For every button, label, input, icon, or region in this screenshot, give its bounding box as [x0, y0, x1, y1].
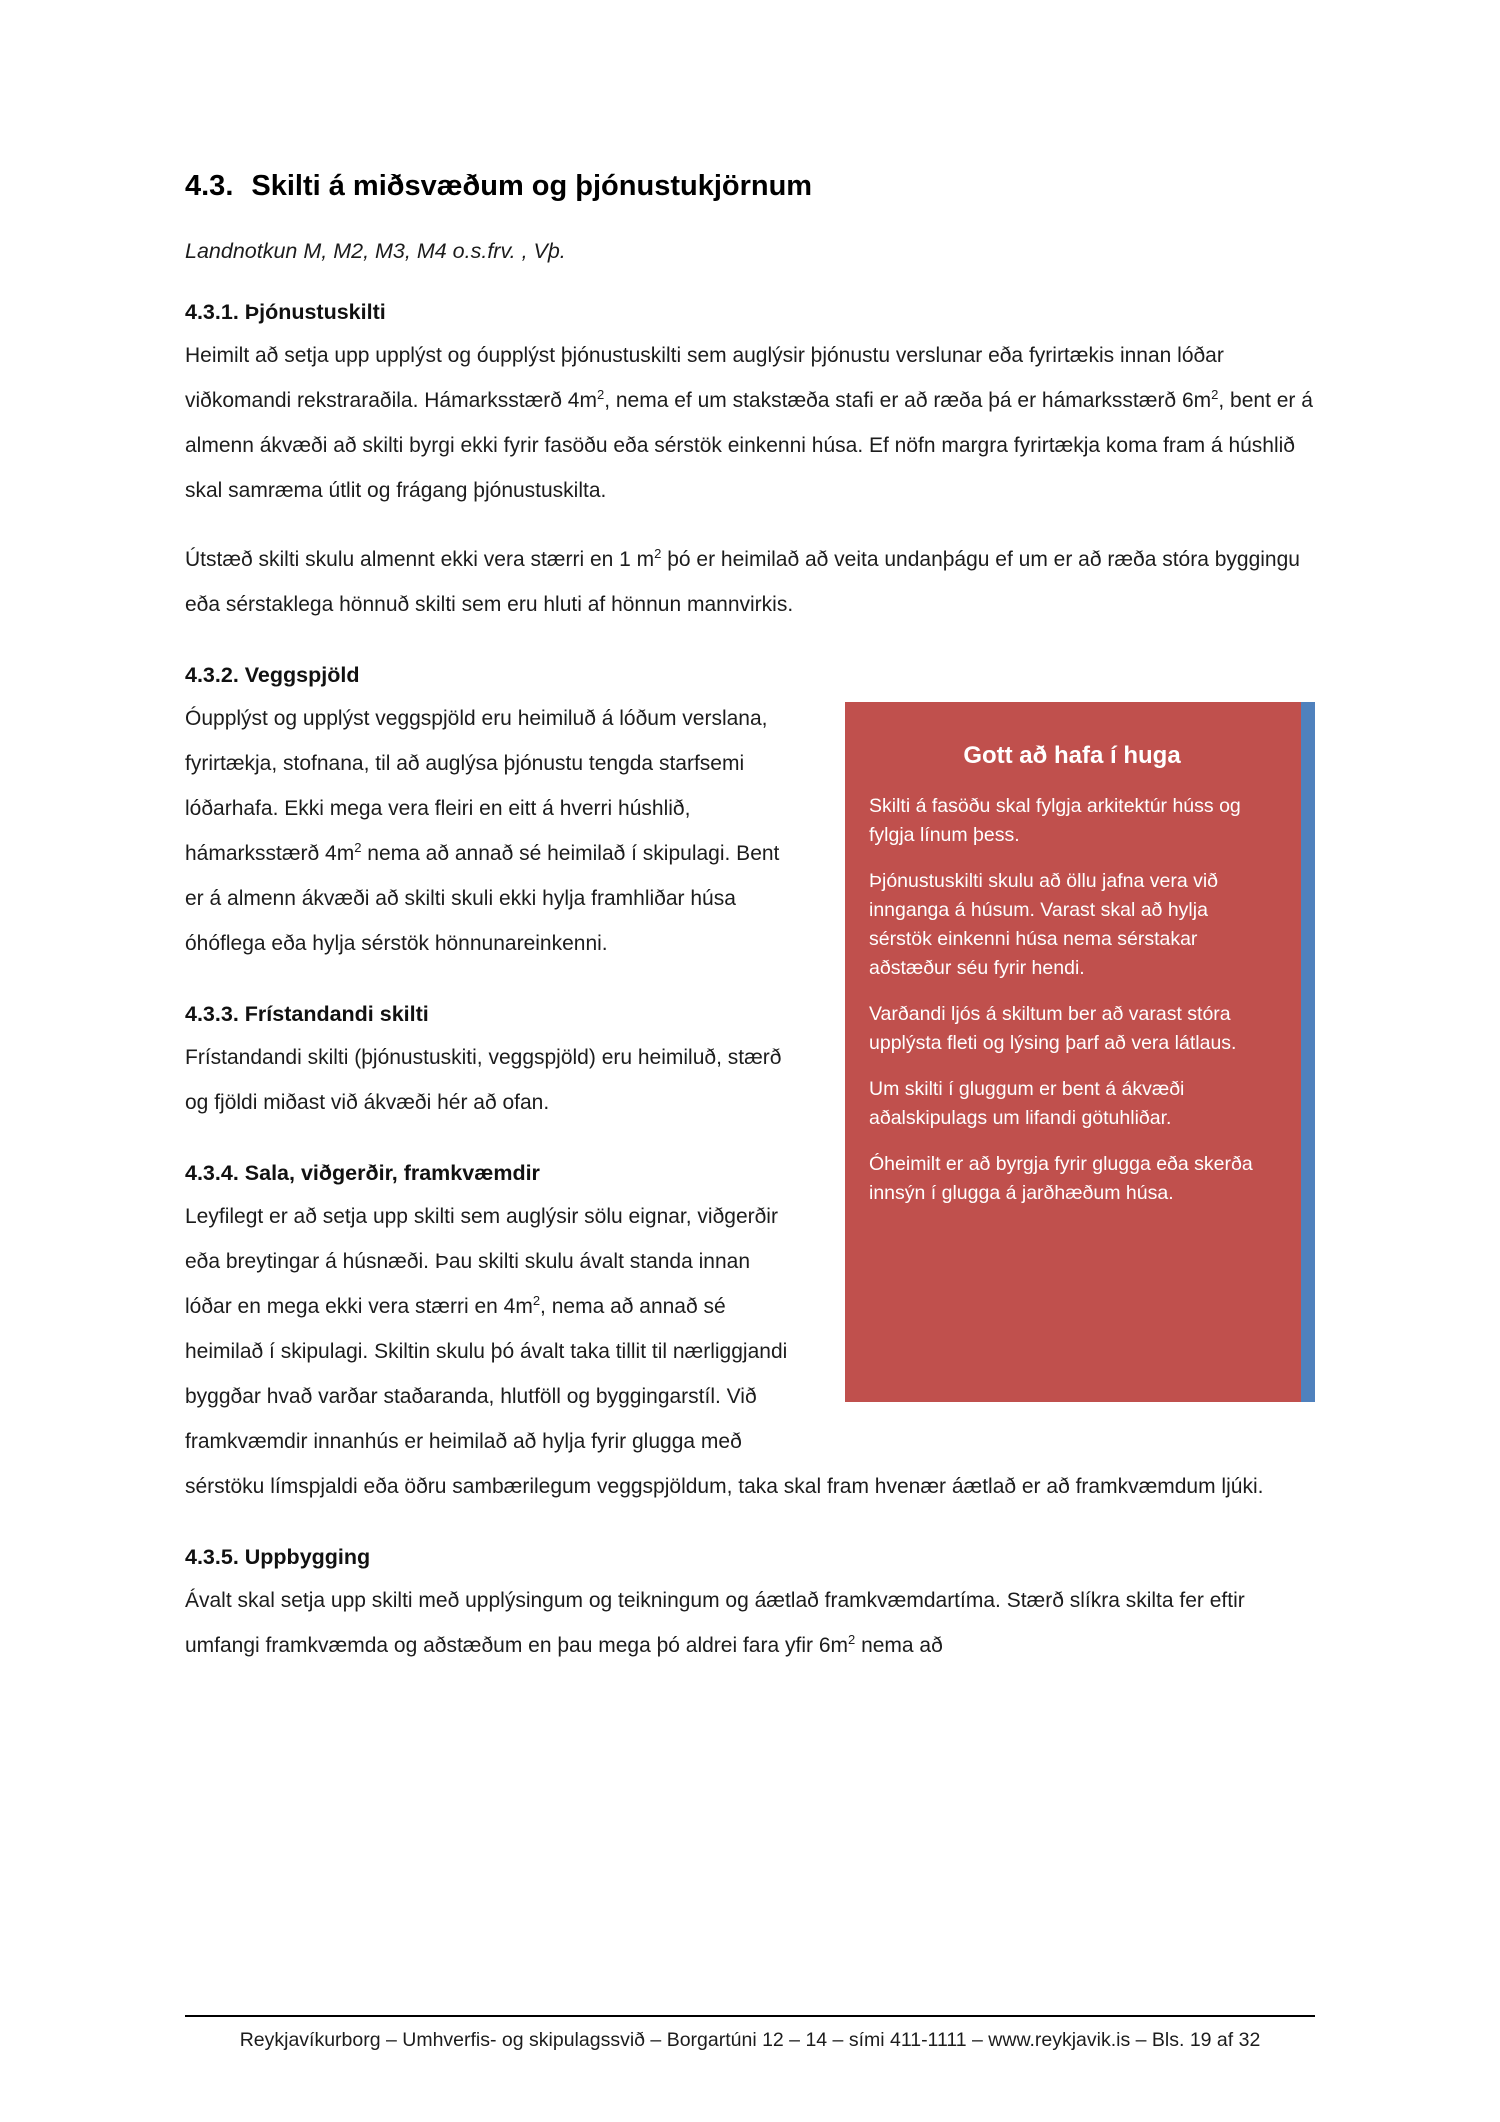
section-heading-4-3-2: 4.3.2. Veggspjöld [185, 663, 360, 687]
callout-accent-stripe [1301, 702, 1315, 1402]
paragraph-4-3-1-a: Heimilt að setja upp upplýst og óupplýst þjónustuskilti sem auglýsir þjónustu verslunar eða fyrirtækis innan lóðar viðkomandi rekstraraðila. Hámarksstærð $4m^2$, nema ef um stakstæða stafi er að ræða þá er hámarksstærð $6m^2$, bent er á almenn ákvæði að skilti byrgi ekki fyrir fasöðu eða sérstök einkenni húsa. Ef nöfn margra fyrirtækja koma fram á húshlið skal samræma útlit og frágang þjónustuskilta. [185, 344, 1313, 502]
section-heading-4-3-1: 4.3.1. Þjónustuskilti [185, 300, 386, 324]
section-number: 4.3. [185, 170, 234, 202]
callout-paragraph: Skilti á fasöðu skal fylgja arkitektúr húss og fylgja línum þess. [869, 795, 1241, 846]
callout-paragraph: Þjónustuskilti skulu að öllu jafna vera við innganga á húsum. Varast skal að hylja sérstök einkenni húsa nema sérstakar aðstæður séu fyrir hendi. [869, 870, 1219, 979]
paragraph-4-3-2-a: Óupplýst og upplýst veggspjöld eru heimiluð á lóðum verslana, fyrirtækja, stofnana, til að auglýsa þjónustu tengda starfsemi lóðarhafa. Ekki mega vera fleiri en eitt á hverri húshlið, hámarksstærð $4m^2$ nema að annað sé heimilað í skipulagi. Bent er á almenn ákvæði að skilti skuli ekki hylja framhliðar húsa óhóflega eða hylja sérstök hönnunareinkenni. [185, 707, 780, 955]
paragraph-4-3-1-b: Útstæð skilti skulu almennt ekki vera stærri en 1 $m^2$ þó er heimilað að veita undanþágu ef um er að ræða stóra byggingu eða sérstaklega hönnuð skilti sem eru hluti af hönnun mannvirkis. [185, 546, 1300, 616]
paragraph-4-3-4-a: Leyfilegt er að setja upp skilti sem auglýsir sölu eignar, viðgerðir eða breytingar á húsnæði. Þau skilti skulu ávalt standa innan lóðar en mega ekki vera stærri en $4m^2$, nema að annað sé heimilað í skipulagi. Skiltin skulu þó ávalt taka tillit til nærliggjandi byggðar hvað varðar staðaranda, hlutföll og byggingarstíl. Við framkvæmdir innanhús er heimilað að hylja fyrir glugga með sérstöku límspjaldi eða öðru sambærilegum veggspjöldum, taka skal fram hvenær áætlað er að framkvæmdum ljúki. [185, 1205, 1264, 1498]
callout-box [845, 702, 1315, 1402]
page-footer [185, 2015, 1315, 2052]
paragraph-4-3-5-a: Ávalt skal setja upp skilti með upplýsingum og teikningum og áætlað framkvæmdartíma. Stærð slíkra skilta fer eftir umfangi framkvæmda og aðstæðum en þau mega þó aldrei fara yfir $6m^2$ nema að [185, 1589, 1245, 1657]
paragraph-4-3-3-a: Frístandandi skilti (þjónustuskiti, veggspjöld) eru heimiluð, stærð og fjöldi miðast við ákvæði hér að ofan. [185, 1046, 782, 1114]
section-heading-4-3-4: 4.3.4. Sala, viðgerðir, framkvæmdir [185, 1161, 540, 1185]
section-heading-4-3-5: 4.3.5. Uppbygging [185, 1545, 371, 1569]
callout-title: Gott að hafa í huga [963, 742, 1181, 769]
page-title [185, 170, 1315, 203]
section-title-text: Skilti á miðsvæðum og þjónustukjörnum [251, 170, 813, 202]
callout-paragraph: Varðandi ljós á skiltum ber að varast stóra upplýsta fleti og lýsing þarf að vera látlaus. [869, 1003, 1237, 1054]
callout-paragraph: Um skilti í gluggum er bent á ákvæði aðalskipulags um lifandi götuhliðar. [869, 1078, 1185, 1129]
footer-text: Reykjavíkurborg – Umhverfis- og skipulagssvið – Borgartúni 12 – 14 – sími 411-1111 – www.reykjavik.is – Bls. 19 af 32 [239, 2029, 1261, 2051]
section-heading-4-3-3: 4.3.3. Frístandandi skilti [185, 1002, 429, 1026]
callout-paragraph: Óheimilt er að byrgja fyrir glugga eða skerða innsýn í glugga á jarðhæðum húsa. [869, 1153, 1253, 1204]
callout-paragraphs [869, 792, 1275, 1208]
land-use-subtitle: Landnotkun M, M2, M3, M4 o.s.frv. , Vþ. [185, 239, 566, 263]
